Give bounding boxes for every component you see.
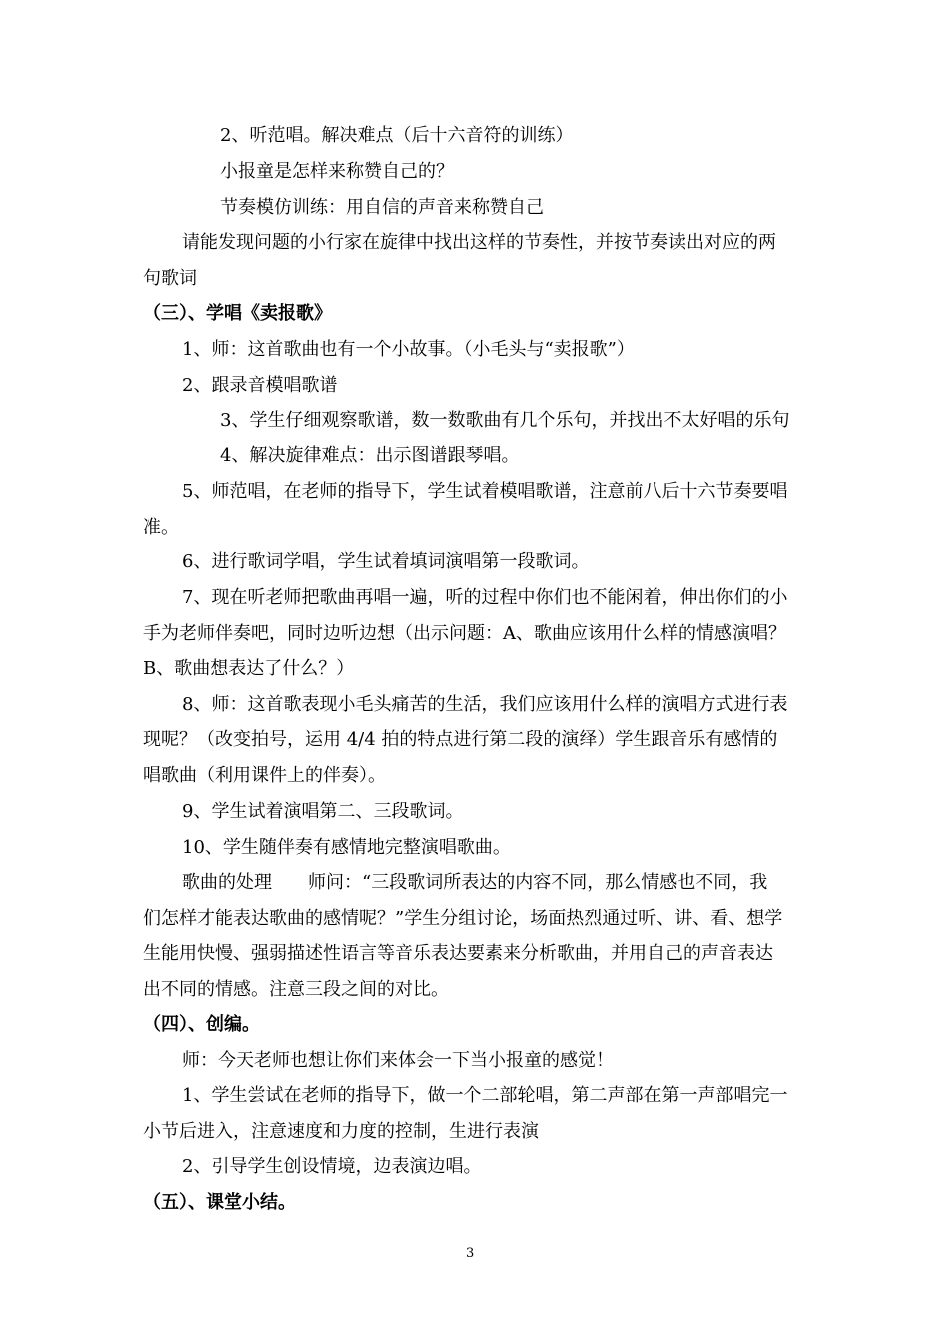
text-line: 1、师：这首歌曲也有一个小故事。（小毛头与“卖报歌”） [182, 339, 635, 360]
text-line: 5、师范唱，在老师的指导下，学生试着模唱歌谱，注意前八后十六节奏要唱 [182, 481, 788, 502]
text-line: 10、学生随伴奏有感情地完整演唱歌曲。 [182, 837, 511, 858]
text-line: 们怎样才能表达歌曲的感情呢？”学生分组讨论，场面热烈通过听、讲、看、想学 [143, 908, 783, 929]
section-heading: （四）、创编。 [143, 1014, 260, 1035]
text-line: 句歌词 [143, 268, 197, 289]
text-line: 准。 [143, 517, 179, 538]
text-line: 小节后进入，注意速度和力度的控制，生进行表演 [143, 1121, 539, 1142]
text-line: 出不同的情感。注意三段之间的对比。 [143, 979, 449, 1000]
text-line: 小报童是怎样来称赞自己的？ [220, 161, 454, 182]
text-line: 3、学生仔细观察歌谱，数一数歌曲有几个乐句，并找出不太好唱的乐句 [220, 410, 790, 431]
text-line: 歌曲的处理 师问：“三段歌词所表达的内容不同，那么情感也不同，我 [182, 872, 768, 893]
text-line: B、歌曲想表达了什么？） [143, 658, 355, 679]
text-line: 节奏模仿训练：用自信的声音来称赞自己 [220, 197, 544, 218]
section-heading: （五）、课堂小结。 [143, 1192, 296, 1213]
text-line: 手为老师伴奏吧，同时边听边想（出示问题：A、歌曲应该用什么样的情感演唱？ [143, 623, 786, 644]
text-line: 师：今天老师也想让你们来体会一下当小报童的感觉！ [182, 1050, 614, 1071]
text-line: 现呢？（改变拍号，运用 4/4 拍的特点进行第二段的演绎）学生跟音乐有感情的 [143, 729, 778, 750]
text-line: 2、引导学生创设情境，边表演边唱。 [182, 1156, 482, 1177]
section-heading: （三）、学唱《卖报歌》 [143, 303, 332, 324]
text-line: 1、学生尝试在老师的指导下，做一个二部轮唱，第二声部在第一声部唱完一 [182, 1085, 788, 1106]
text-line: 唱歌曲（利用课件上的伴奏）。 [143, 765, 386, 786]
text-line: 9、学生试着演唱第二、三段歌词。 [182, 801, 464, 822]
text-line: 生能用快慢、强弱描述性语言等音乐表达要素来分析歌曲，并用自己的声音表达 [143, 943, 773, 964]
page-number: 3 [466, 1246, 475, 1261]
text-line: 请能发现问题的小行家在旋律中找出这样的节奏性，并按节奏读出对应的两 [182, 232, 776, 253]
text-line: 6、进行歌词学唱，学生试着填词演唱第一段歌词。 [182, 551, 590, 572]
text-line: 2、听范唱。解决难点（后十六音符的训练） [220, 125, 574, 146]
text-line: 8、师：这首歌表现小毛头痛苦的生活，我们应该用什么样的演唱方式进行表 [182, 694, 788, 715]
text-line: 2、跟录音模唱歌谱 [182, 375, 338, 396]
text-line: 4、解决旋律难点：出示图谱跟琴唱。 [220, 445, 520, 466]
text-line: 7、现在听老师把歌曲再唱一遍，听的过程中你们也不能闲着，伸出你们的小 [182, 587, 788, 608]
